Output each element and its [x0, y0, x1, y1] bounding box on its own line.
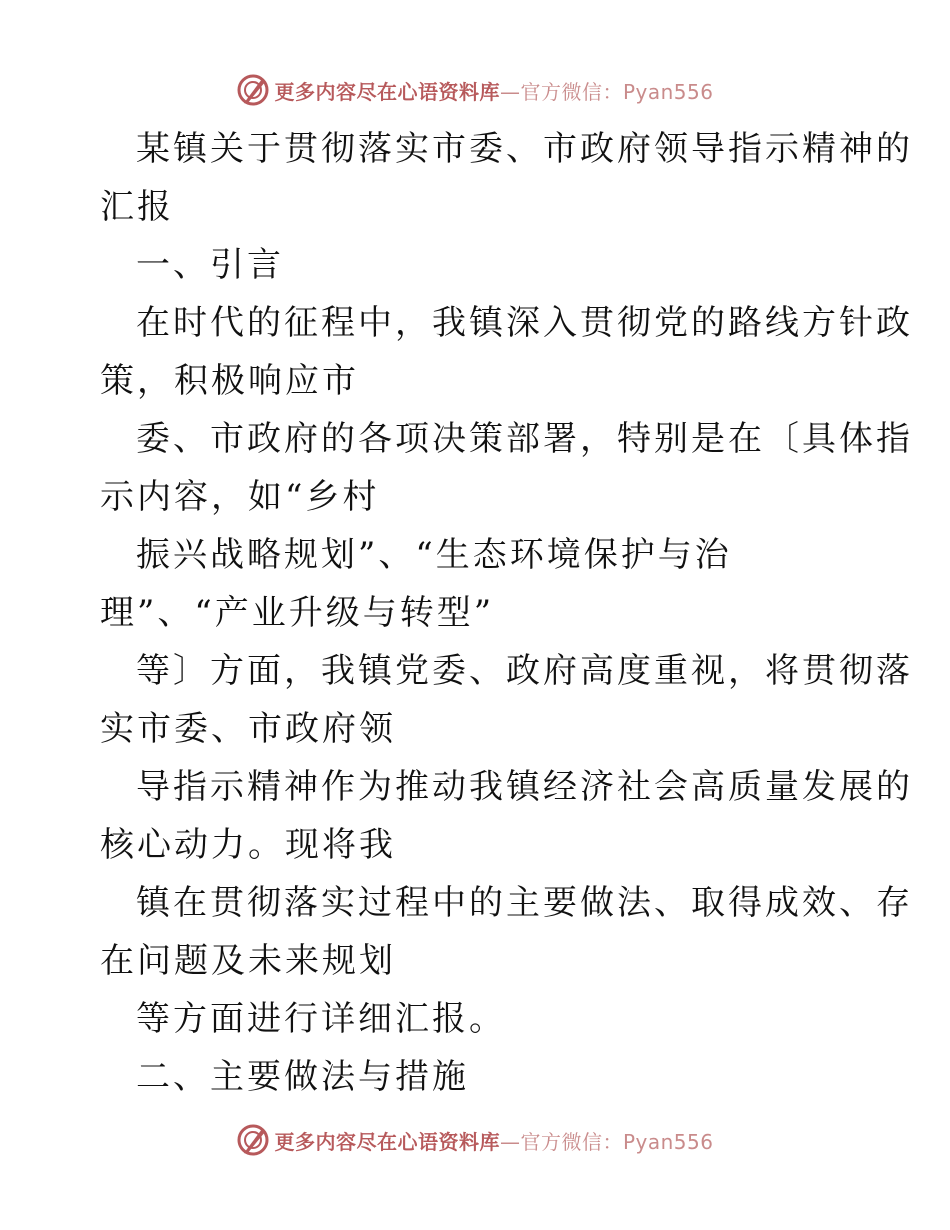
paragraph — [100, 410, 913, 526]
watermark-text — [274, 1126, 713, 1155]
paragraph — [100, 526, 860, 642]
paragraph-line: 示内容，如“乡村 — [100, 477, 380, 517]
watermark-dash: — — [499, 79, 521, 104]
paragraph-line: 委、市政府的各项决策部署，特别是在〔具体指 — [136, 419, 913, 459]
paragraph-line: 实市委、市政府领 — [100, 709, 396, 749]
paragraph — [100, 642, 913, 758]
paragraph — [100, 990, 860, 1048]
paragraph-line: 导指示精神作为推动我镇经济社会高质量发展的 — [136, 767, 913, 807]
watermark-contact: 官方微信：Pyan556 — [520, 1129, 714, 1154]
paragraph-line: 策，积极响应市 — [100, 361, 359, 401]
paragraph-line: 等〕方面，我镇党委、政府高度重视，将贯彻落 — [136, 651, 913, 691]
header-watermark — [0, 70, 950, 110]
watermark-contact: 官方微信：Pyan556 — [520, 79, 714, 104]
paragraph-line: 理”、“产业升级与转型” — [100, 593, 495, 633]
watermark-dash: — — [499, 1129, 521, 1154]
footer-watermark — [0, 1120, 950, 1160]
paragraph-line: 镇在贯彻落实过程中的主要做法、取得成效、存 — [136, 883, 913, 923]
section-heading-1: 一、引言 — [136, 245, 284, 285]
watermark-text — [274, 76, 713, 105]
quill-logo-icon — [236, 73, 270, 107]
paragraph-line: 在时代的征程中，我镇深入贯彻党的路线方针政 — [136, 303, 913, 343]
paragraph-line: 核心动力。现将我 — [100, 825, 396, 865]
section-heading-main-measures — [100, 1048, 860, 1106]
watermark-brand: 更多内容尽在心语资料库 — [274, 79, 500, 104]
paragraph — [100, 758, 913, 874]
title-line-1: 某镇关于贯彻落实市委、市政府领导指示精神的 — [136, 129, 913, 169]
section-heading-introduction — [100, 236, 860, 294]
paragraph-line: 振兴战略规划”、“生态环境保护与治 — [136, 535, 732, 575]
quill-logo-icon — [236, 1123, 270, 1157]
paragraph-line: 等方面进行详细汇报。 — [136, 999, 506, 1039]
section-heading-2: 二、主要做法与措施 — [136, 1057, 469, 1097]
paragraph — [100, 874, 913, 990]
paragraph — [100, 294, 913, 410]
paragraph-line: 在问题及未来规划 — [100, 941, 396, 981]
watermark-brand: 更多内容尽在心语资料库 — [274, 1129, 500, 1154]
title-line-2: 汇报 — [100, 187, 174, 227]
document-body — [100, 120, 913, 1106]
document-title — [100, 120, 913, 236]
